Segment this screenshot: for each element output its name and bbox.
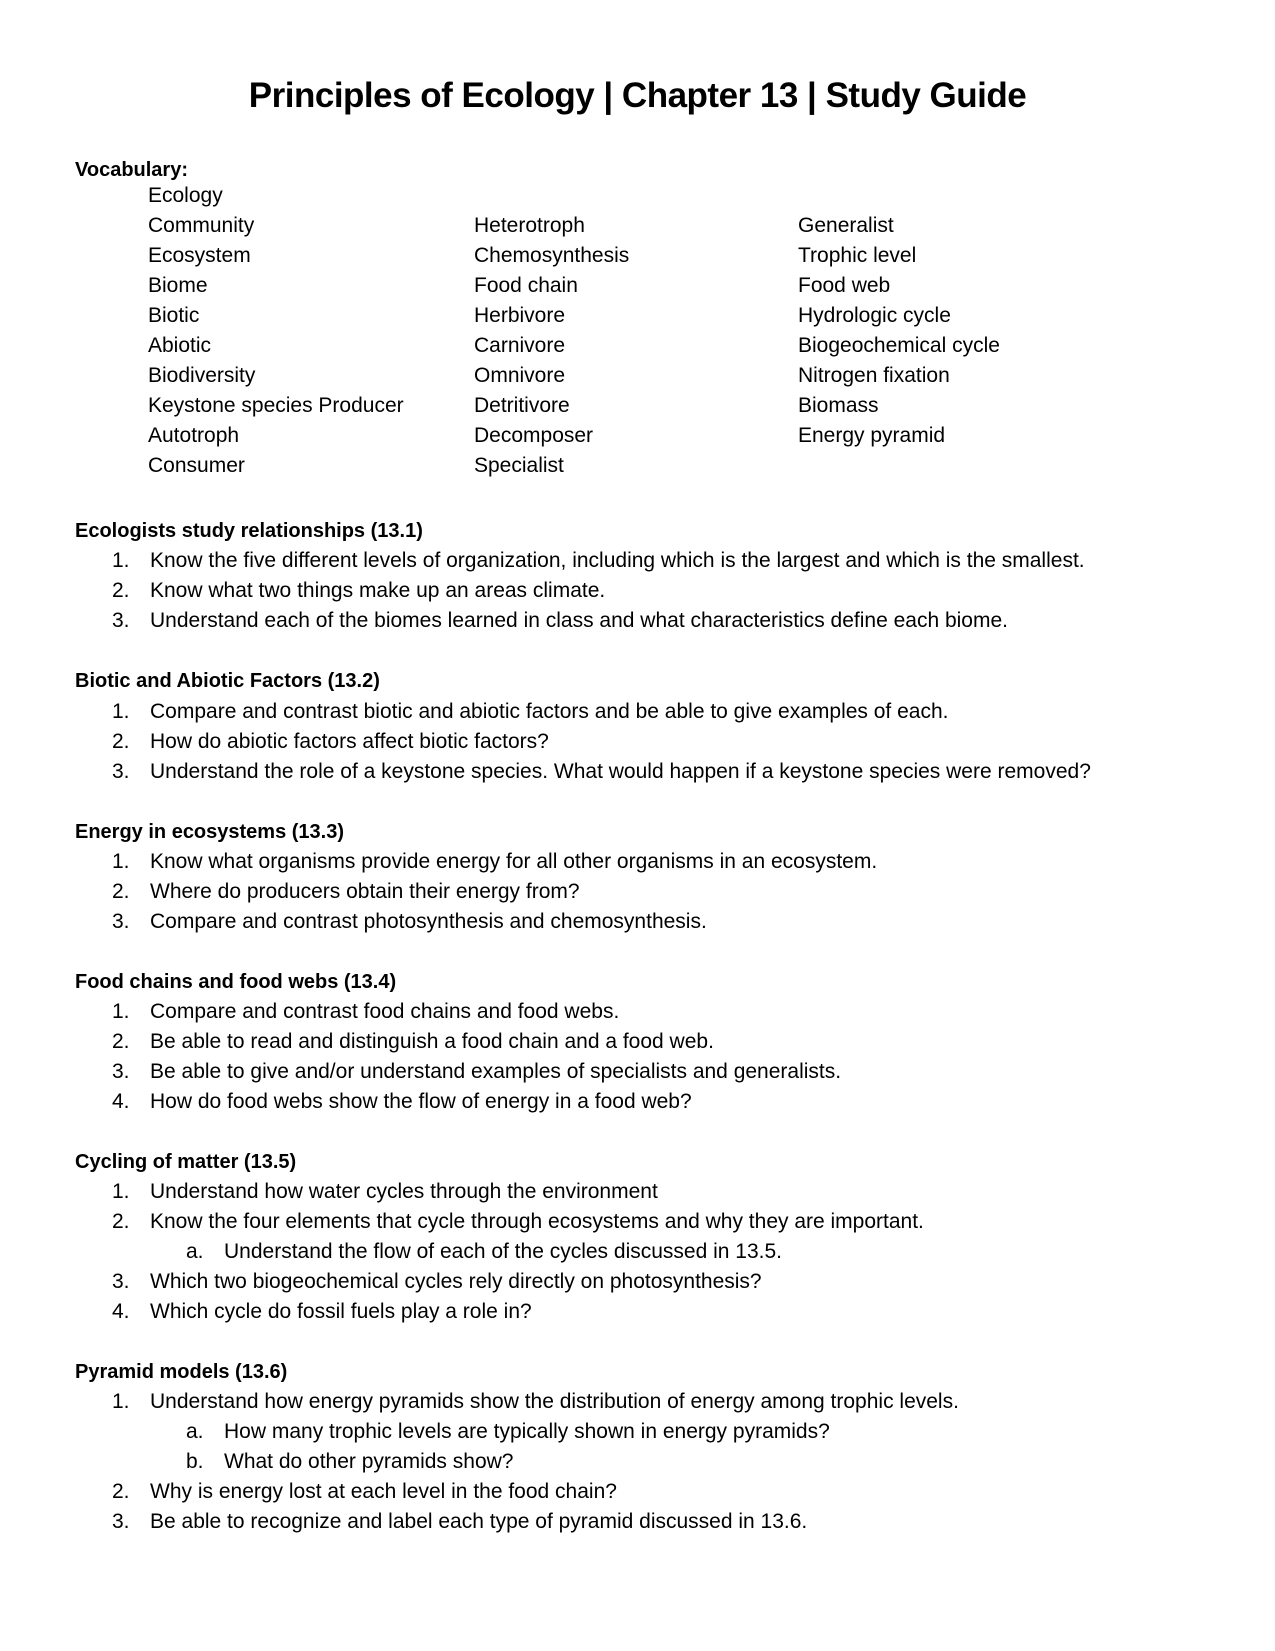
list-marker: 3. xyxy=(112,1060,130,1083)
vocab-word: Autotroph xyxy=(148,424,240,447)
list-marker: 3. xyxy=(112,1510,130,1533)
list-text: Know what organisms provide energy for all other organisms in an ecosystem. xyxy=(150,850,878,873)
list-marker: 1. xyxy=(112,700,130,723)
list-marker: 2. xyxy=(112,1030,130,1053)
vocab-word: Community xyxy=(148,214,255,237)
section-heading: Cycling of matter (13.5) xyxy=(75,1151,297,1173)
list-marker: 1. xyxy=(112,549,130,572)
list-text: Compare and contrast photosynthesis and chemosynthesis. xyxy=(150,910,707,933)
vocab-word: Ecology xyxy=(148,184,223,207)
vocab-word: Chemosynthesis xyxy=(474,244,630,267)
vocab-word: Detritivore xyxy=(474,394,570,417)
list-marker: b. xyxy=(186,1450,204,1473)
list-text: Where do producers obtain their energy from? xyxy=(150,880,580,903)
list-marker: a. xyxy=(186,1420,204,1443)
vocab-word: Food chain xyxy=(474,274,578,297)
vocab-word: Biodiversity xyxy=(148,364,256,387)
vocab-word: Generalist xyxy=(798,214,894,237)
list-text: How do food webs show the flow of energy in a food web? xyxy=(150,1090,692,1113)
vocab-word: Biotic xyxy=(148,304,200,327)
list-text: Understand how energy pyramids show the distribution of energy among trophic levels. xyxy=(150,1390,959,1413)
list-text: Understand the flow of each of the cycles discussed in 13.5. xyxy=(224,1240,782,1263)
vocab-word: Ecosystem xyxy=(148,244,251,267)
vocab-word: Biome xyxy=(148,274,208,297)
list-marker: 3. xyxy=(112,609,130,632)
vocab-word: Biomass xyxy=(798,394,879,417)
list-text: Be able to read and distinguish a food chain and a food web. xyxy=(150,1030,714,1053)
list-text: Which cycle do fossil fuels play a role in? xyxy=(150,1300,532,1323)
vocab-word: Specialist xyxy=(474,454,564,477)
list-text: Understand how water cycles through the environment xyxy=(150,1180,658,1203)
list-marker: 3. xyxy=(112,760,130,783)
section-heading: Energy in ecosystems (13.3) xyxy=(75,821,345,843)
section-heading: Biotic and Abiotic Factors (13.2) xyxy=(75,670,380,692)
list-marker: 2. xyxy=(112,730,130,753)
vocab-word: Consumer xyxy=(148,454,245,477)
vocab-word: Omnivore xyxy=(474,364,566,387)
list-text: How many trophic levels are typically shown in energy pyramids? xyxy=(224,1420,830,1443)
vocab-word: Biogeochemical cycle xyxy=(798,334,1000,357)
vocab-word: Decomposer xyxy=(474,424,594,447)
vocabulary-heading: Vocabulary: xyxy=(75,159,188,181)
list-marker: 1. xyxy=(112,1000,130,1023)
list-text: Why is energy lost at each level in the food chain? xyxy=(150,1480,617,1503)
list-text: Which two biogeochemical cycles rely directly on photosynthesis? xyxy=(150,1270,762,1293)
section-heading: Pyramid models (13.6) xyxy=(75,1361,288,1383)
vocab-word: Nitrogen fixation xyxy=(798,364,950,387)
list-marker: 4. xyxy=(112,1090,130,1113)
vocab-word: Herbivore xyxy=(474,304,566,327)
list-text: Be able to recognize and label each type of pyramid discussed in 13.6. xyxy=(150,1510,808,1533)
vocab-word: Heterotroph xyxy=(474,214,585,237)
list-text: Compare and contrast food chains and food webs. xyxy=(150,1000,620,1023)
list-marker: a. xyxy=(186,1240,204,1263)
vocab-word: Trophic level xyxy=(798,244,917,267)
list-marker: 1. xyxy=(112,1390,130,1413)
list-marker: 2. xyxy=(112,1210,130,1233)
list-marker: 2. xyxy=(112,1480,130,1503)
list-text: What do other pyramids show? xyxy=(224,1450,514,1473)
list-text: Know the five different levels of organization, including which is the largest and which is the smallest. xyxy=(150,549,1085,572)
list-marker: 1. xyxy=(112,850,130,873)
list-marker: 2. xyxy=(112,579,130,602)
page-title: Principles of Ecology | Chapter 13 | Study Guide xyxy=(248,76,1027,115)
list-marker: 3. xyxy=(112,1270,130,1293)
section-heading: Ecologists study relationships (13.1) xyxy=(75,520,423,542)
list-marker: 4. xyxy=(112,1300,130,1323)
list-text: Understand the role of a keystone species. What would happen if a keystone species were removed? xyxy=(150,760,1091,783)
list-marker: 3. xyxy=(112,910,130,933)
vocab-word: Keystone species Producer xyxy=(148,394,404,417)
list-text: Understand each of the biomes learned in class and what characteristics define each biome. xyxy=(150,609,1008,632)
vocab-word: Food web xyxy=(798,274,891,297)
list-text: Know the four elements that cycle through ecosystems and why they are important. xyxy=(150,1210,924,1233)
list-text: How do abiotic factors affect biotic factors? xyxy=(150,730,549,753)
list-text: Compare and contrast biotic and abiotic factors and be able to give examples of each. xyxy=(150,700,949,723)
list-marker: 1. xyxy=(112,1180,130,1203)
list-text: Be able to give and/or understand examples of specialists and generalists. xyxy=(150,1060,842,1083)
list-marker: 2. xyxy=(112,880,130,903)
vocab-word: Abiotic xyxy=(148,334,212,357)
vocab-word: Energy pyramid xyxy=(798,424,946,447)
vocab-word: Hydrologic cycle xyxy=(798,304,951,327)
section-heading: Food chains and food webs (13.4) xyxy=(75,971,397,993)
vocab-word: Carnivore xyxy=(474,334,566,357)
list-text: Know what two things make up an areas climate. xyxy=(150,579,606,602)
